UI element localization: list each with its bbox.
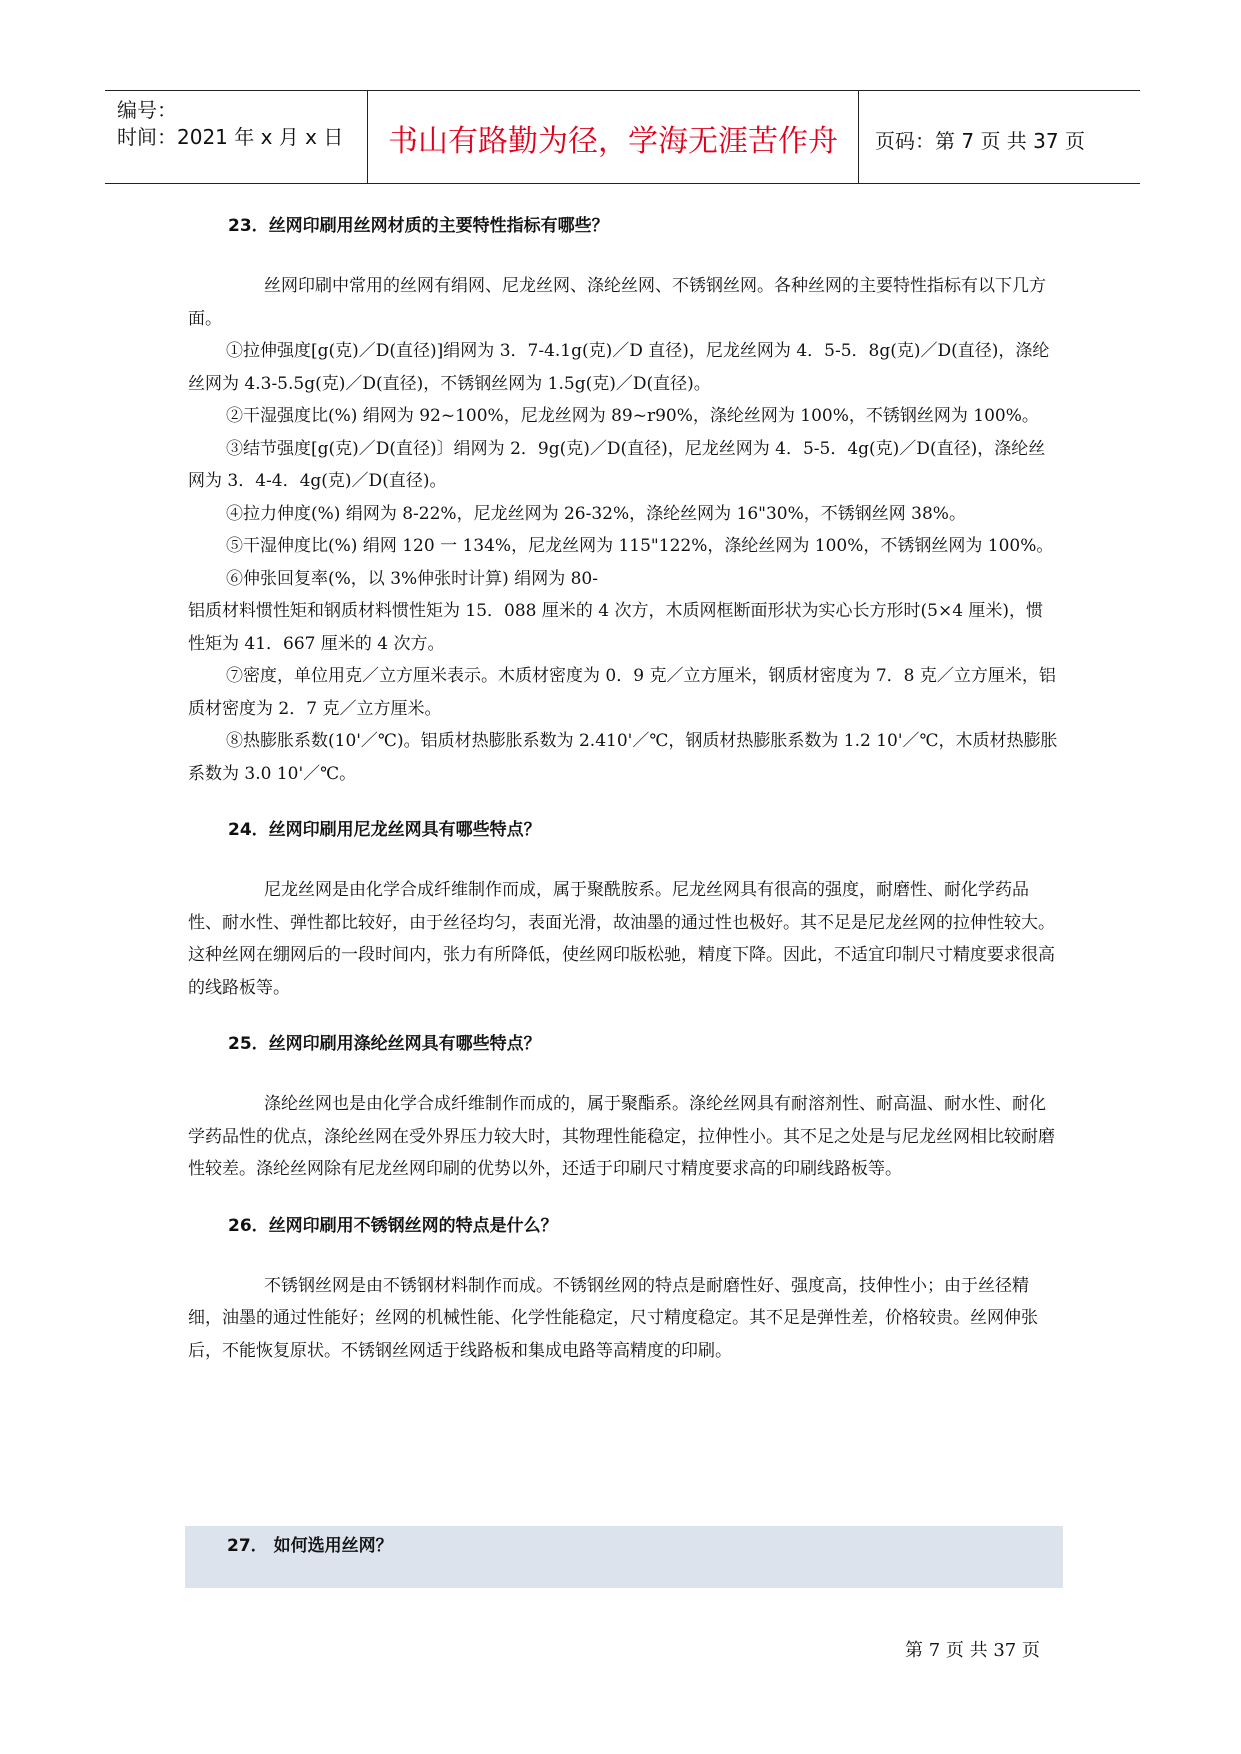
question-heading: 26．丝网印刷用不锈钢丝网的特点是什么？ [228, 1215, 558, 1236]
motto-text: 书山有路勤为径，学海无涯苦作舟 [388, 124, 838, 159]
header-info-cell [105, 91, 368, 183]
document-number-label: 编号： [117, 98, 177, 122]
page-indicator: 页码：第 7 页 共 37 页 [875, 129, 1085, 153]
paragraph: 丝网印刷中常用的丝网有绢网、尼龙丝网、涤纶丝网、不锈钢丝网。各种丝网的主要特性指标有以下几方面。 [188, 276, 1046, 329]
page-header [105, 90, 1140, 184]
page-footer: 第 7 页 共 37 页 [905, 1640, 1040, 1661]
list-item: 铝质材料惯性矩和钢质材料惯性矩为 15．088 厘米的 4 次方，木质网框断面形状为实心长方形时(5×4 厘米)，惯性矩为 41．667 厘米的 4 次方。 [188, 601, 1044, 654]
list-item: ①拉伸强度[g(克)／D(直径)]绢网为 3．7-4.1g(克)／D 直径)，尼龙丝网为 4．5-5．8g(克)／D(直径)，涤纶丝网为 4.3-5.5g(克)／D(直径)，不锈钢丝网为 1.5g(克)／D(直径)。 [188, 341, 1050, 394]
list-item: ⑥伸张回复率(%，以 3%伸张时计算) 绢网为 80- [226, 568, 598, 589]
paragraph: 涤纶丝网也是由化学合成纤维制作而成的，属于聚酯系。涤纶丝网具有耐溶剂性、耐高温、耐水性、耐化学药品性的优点，涤纶丝网在受外界压力较大时，其物理性能稳定，拉伸性小。其不足之处是与尼龙丝网相比较耐磨性较差。涤纶丝网除有尼龙丝网印刷的优势以外，还适于印刷尺寸精度要求高的印刷线路板等。 [188, 1094, 1055, 1179]
list-item: ③结节强度[g(克)／D(直径)〕绢网为 2．9g(克)／D(直径)，尼龙丝网为 4．5-5．4g(克)／D(直径)，涤纶丝网为 3．4-4．4g(克)／D(直径)。 [188, 438, 1046, 491]
document-time-label: 时间：2021 年 x 月 x 日 [117, 125, 344, 149]
list-item: ②干湿强度比(%) 绢网为 92~100%，尼龙丝网为 89~r90%，涤纶丝网为 100%，不锈钢丝网为 100%。 [226, 406, 1039, 426]
list-item: ④拉力伸度(%) 绢网为 8-22%，尼龙丝网为 26-32%，涤纶丝网为 16"30%，不锈钢丝网 38%。 [226, 503, 966, 524]
header-page-cell [859, 91, 1140, 183]
list-item: ⑤干湿伸度比(%) 绢网 120 一 134%，尼龙丝网为 115"122%，涤纶丝网为 100%，不锈钢丝网为 100%。 [226, 536, 1054, 556]
header-motto-cell [368, 91, 859, 183]
document-body [188, 208, 1058, 1367]
question-heading: 23．丝网印刷用丝网材质的主要特性指标有哪些？ [228, 216, 609, 236]
question-heading: 27． 如何选用丝网？ [227, 1536, 393, 1556]
question-27-box [185, 1526, 1063, 1588]
paragraph: 不锈钢丝网是由不锈钢材料制作而成。不锈钢丝网的特点是耐磨性好、强度高，技伸性小；由于丝径精细，油墨的通过性能好；丝网的机械性能、化学性能稳定，尺寸精度稳定。其不足是弹性差，价格较贵。丝网伸张后，不能恢复原状。不锈钢丝网适于线路板和集成电路等高精度的印刷。 [188, 1275, 1038, 1361]
question-heading: 24．丝网印刷用尼龙丝网具有哪些特点？ [228, 820, 541, 840]
list-item: ⑦密度，单位用克／立方厘米表示。木质材密度为 0．9 克／立方厘米，钢质材密度为 7．8 克／立方厘米，铝质材密度为 2．7 克／立方厘米。 [188, 666, 1056, 719]
list-item: ⑧热膨胀系数(10'／℃)。铝质材热膨胀系数为 2.410'／℃，钢质材热膨胀系数为 1.2 10'／℃，木质材热膨胀系数为 3.0 10'／℃。 [188, 731, 1058, 784]
question-heading: 25．丝网印刷用涤纶丝网具有哪些特点？ [228, 1034, 541, 1054]
paragraph: 尼龙丝网是由化学合成纤维制作而成，属于聚酰胺系。尼龙丝网具有很高的强度，耐磨性、耐化学药品性、耐水性、弹性都比较好，由于丝径均匀，表面光滑，故油墨的通过性也极好。其不足是尼龙丝网的拉伸性较大。这种丝网在绷网后的一段时间内，张力有所降低，使丝网印版松驰，精度下降。因此，不适宜印制尺寸精度要求很高的线路板等。 [188, 880, 1055, 998]
